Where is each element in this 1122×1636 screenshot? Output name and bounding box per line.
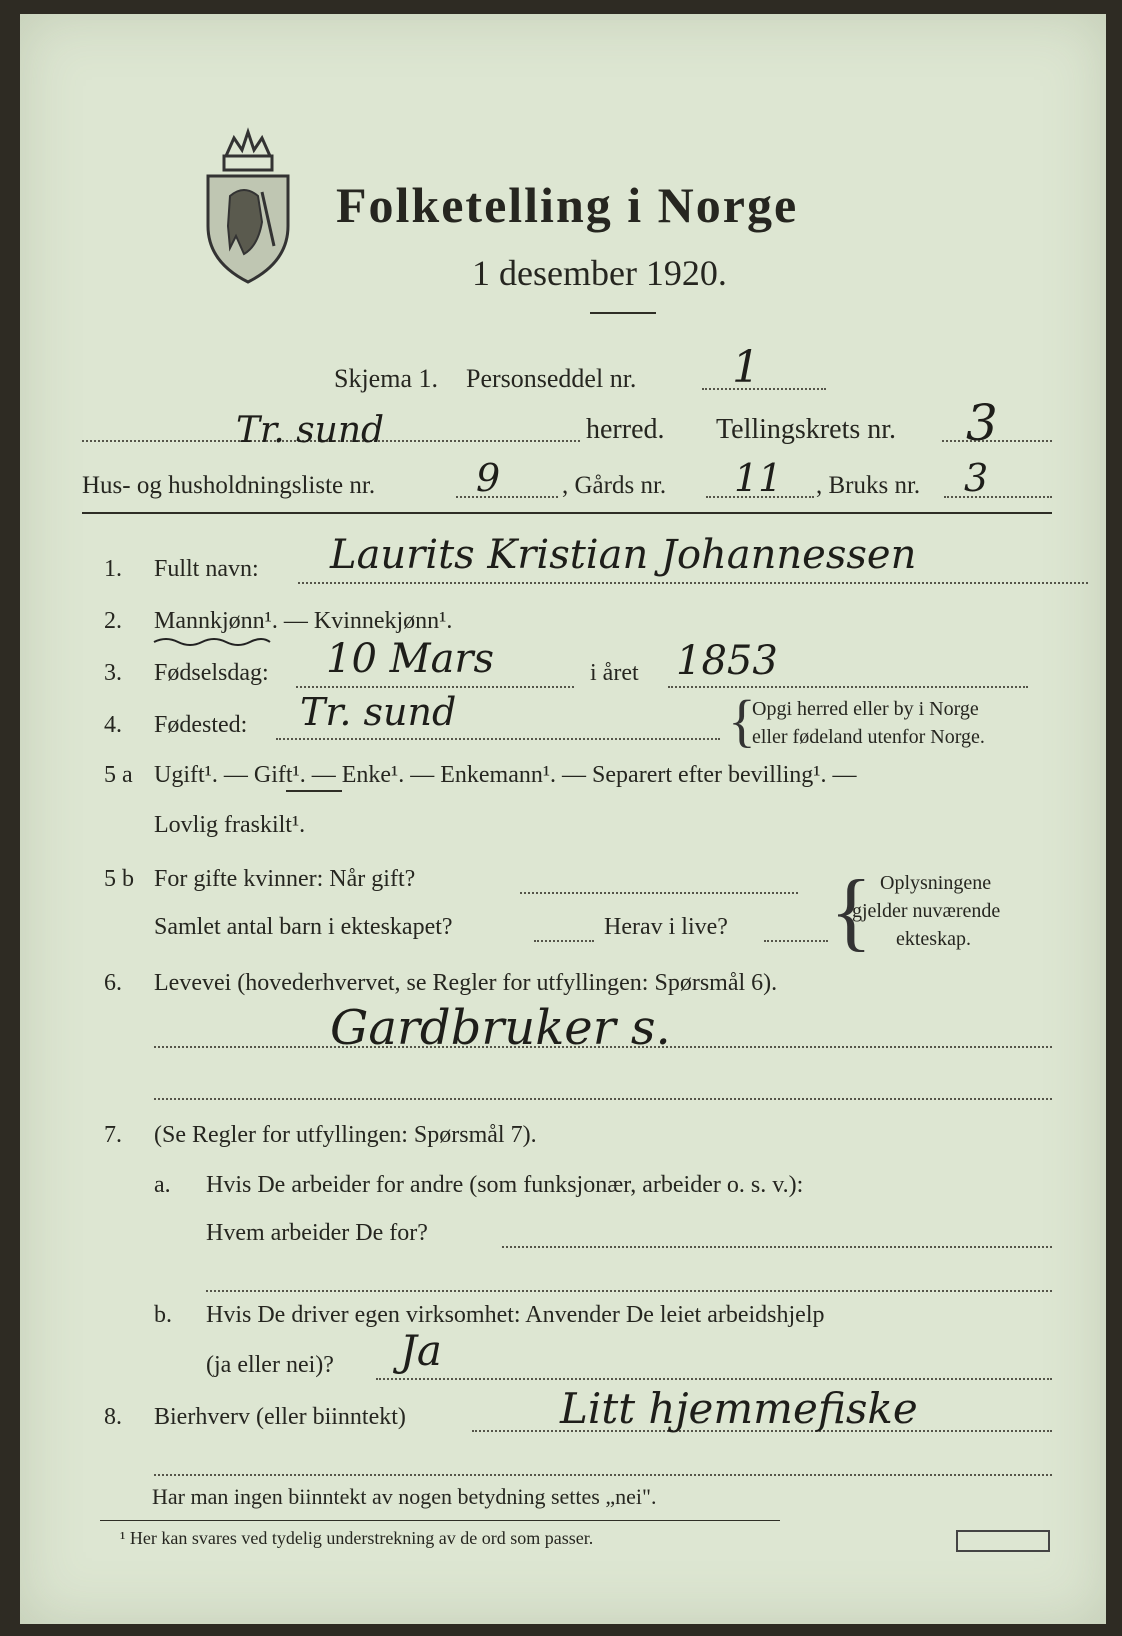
gards-label: , Gårds nr. (562, 472, 667, 499)
q5b-number: 5 b (104, 866, 134, 892)
q4-note-1: Opgi herred eller by i Norge (752, 698, 979, 720)
q8-number: 8. (104, 1404, 122, 1430)
q7b-answer[interactable]: Ja (400, 1326, 442, 1375)
q2-gender[interactable]: Mannkjønn¹. — Kvinnekjønn¹. (154, 608, 453, 634)
q2-number: 2. (104, 608, 122, 634)
q5b-alive-line (764, 940, 828, 942)
q5b-married-when: For gifte kvinner: Når gift? (154, 866, 416, 892)
herred-label: herred. (586, 414, 665, 445)
q5b-children-line (534, 940, 594, 942)
q7a-line-1: Hvis De arbeider for andre (som funksjonær, arbeider o. s. v.): (206, 1172, 804, 1198)
q3-line (296, 686, 574, 688)
q1-full-name[interactable]: Laurits Kristian Johannessen (330, 532, 917, 578)
tellingskrets-value[interactable]: 3 (966, 394, 998, 452)
q3-number: 3. (104, 660, 122, 686)
printer-stamp (956, 1530, 1050, 1552)
q5a-number: 5 a (104, 762, 133, 788)
q7a-line-extra (206, 1290, 1052, 1292)
q4-label: Fødested: (154, 712, 248, 738)
q4-number: 4. (104, 712, 122, 738)
bruks-line (944, 496, 1052, 498)
q3-birth-year[interactable]: 1853 (676, 638, 778, 684)
q5b-married-line (520, 892, 798, 894)
q8-label: Bierhverv (eller biinntekt) (154, 1404, 406, 1430)
q7b-line-1: Hvis De driver egen virksomhet: Anvender De leiet arbeidshjelp (206, 1302, 825, 1328)
gift-underline-mark (286, 790, 342, 792)
q7b-line (376, 1378, 1052, 1380)
form-title: Folketelling i Norge (336, 177, 799, 233)
q3-year-label: i året (590, 660, 639, 686)
census-date: 1 desember 1920. (472, 253, 727, 293)
q5b-children: Samlet antal barn i ekteskapet? (154, 914, 453, 940)
q7a-line-2: Hvem arbeider De for? (206, 1220, 428, 1246)
q4-brace: { (728, 688, 756, 753)
personseddel-value[interactable]: 1 (732, 342, 760, 393)
q5a-line-2[interactable]: Lovlig fraskilt¹. (154, 812, 306, 838)
header-divider (82, 512, 1052, 514)
mannkjonn-underline-mark (152, 636, 272, 648)
q6-label: Levevei (hovederhvervet, se Regler for utfyllingen: Spørsmål 6). (154, 970, 778, 996)
q8-side-income[interactable]: Litt hjemmefiske (560, 1384, 918, 1433)
bruks-value[interactable]: 3 (964, 456, 989, 500)
footer-divider (100, 1520, 780, 1521)
q5b-note-2: gjelder nuværende (852, 900, 1001, 922)
q7a-line (502, 1246, 1052, 1248)
q6-number: 6. (104, 970, 122, 996)
husholdningsliste-value[interactable]: 9 (476, 456, 501, 500)
husholdningsliste-line (456, 496, 558, 498)
q4-birthplace[interactable]: Tr. sund (300, 690, 457, 734)
q7a-number: a. (154, 1172, 171, 1198)
q1-label: Fullt navn: (154, 556, 259, 582)
q5b-alive: Herav i live? (604, 914, 728, 940)
q3-birthday[interactable]: 10 Mars (326, 636, 495, 682)
q4-line (276, 738, 720, 740)
q8-line-extra (154, 1474, 1052, 1476)
personseddel-line (702, 388, 826, 390)
biinntekt-note: Har man ingen biinntekt av nogen betydning settes „nei". (152, 1484, 657, 1509)
q6-occupation[interactable]: Gardbruker s. (330, 1000, 671, 1056)
footnote: ¹ Her kan svares ved tydelig understrekning av de ord som passer. (120, 1528, 594, 1548)
q3-year-line (668, 686, 1028, 688)
q7b-line-2: (ja eller nei)? (206, 1352, 334, 1378)
q5b-note-3: ekteskap. (896, 928, 971, 950)
q1-line (298, 582, 1088, 584)
q5b-brace: { (830, 863, 873, 960)
gards-value[interactable]: 11 (734, 456, 783, 500)
q7-label: (Se Regler for utfyllingen: Spørsmål 7). (154, 1122, 537, 1148)
q6-line-2 (154, 1098, 1052, 1100)
personseddel-label: Personseddel nr. (466, 364, 637, 393)
schema-label: Skjema 1. (334, 364, 438, 393)
herred-value[interactable]: Tr. sund (236, 410, 385, 451)
q7b-number: b. (154, 1302, 172, 1328)
q5b-note-1: Oplysningene (880, 872, 992, 894)
bruks-label: , Bruks nr. (816, 472, 921, 499)
q3-label: Fødselsdag: (154, 660, 269, 686)
coat-of-arms-icon (200, 126, 296, 286)
q4-note-2: eller fødeland utenfor Norge. (752, 726, 985, 748)
tellingskrets-label: Tellingskrets nr. (716, 414, 897, 445)
q5a-marital-status[interactable]: Ugift¹. — Gift¹. — Enke¹. — Enkemann¹. — Separert efter bevilling¹. — (154, 762, 857, 788)
title-divider (590, 312, 656, 314)
q7-number: 7. (104, 1122, 122, 1148)
q1-number: 1. (104, 556, 122, 582)
q6-line-1 (154, 1046, 1052, 1048)
husholdningsliste-label: Hus- og husholdningsliste nr. (82, 472, 376, 499)
